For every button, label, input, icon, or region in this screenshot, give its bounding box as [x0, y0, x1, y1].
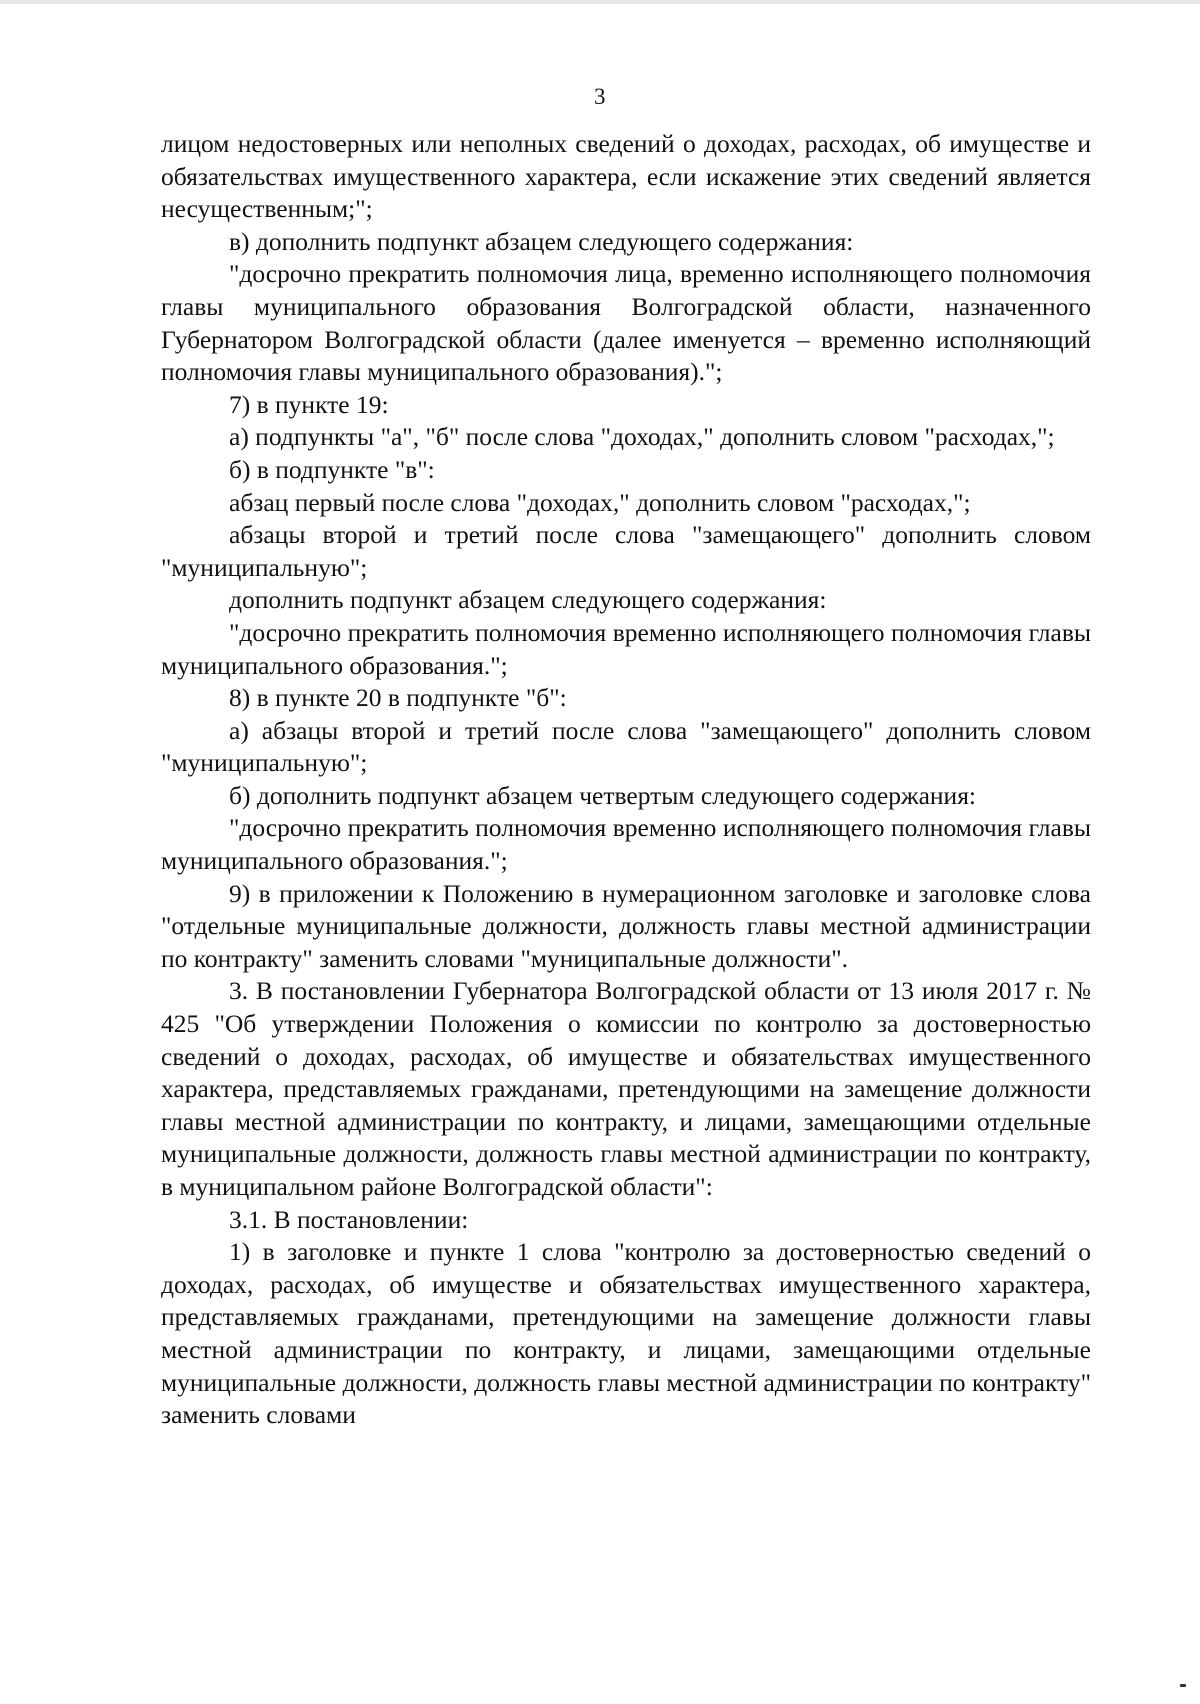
paragraph: 9) в приложении к Положению в нумерационном заголовке и заголовке слова "отдельные муниципальные должности, должность главы местной администрации по контракту" заменить словами "муниципальные должности".	[161, 878, 1091, 973]
scan-mark	[1180, 1684, 1186, 1687]
paragraph: 3. В постановлении Губернатора Волгоградской области от 13 июля 2017 г. № 425 "Об утверждении Положения о комиссии по контролю за достоверностью сведений о доходах, расходах, об имуществе и обязательствах имущественного характера, представляемых гражданами, претендующими на замещение должности главы местной администрации по контракту, и лицами, замещающими отдельные муниципальные должности, должность главы местной администрации по контракту, в муниципальном районе Волгоградской области":	[161, 976, 1091, 1201]
paragraph: абзац первый после слова "доходах," дополнить словом "расходах,";	[229, 487, 971, 517]
paragraph: в) дополнить подпункт абзацем следующего содержания:	[229, 226, 854, 256]
paragraph: б) дополнить подпункт абзацем четвертым следующего содержания:	[229, 780, 977, 810]
paragraph: "досрочно прекратить полномочия временно исполняющего полномочия главы муниципального образования.";	[161, 617, 1091, 680]
paragraph: "досрочно прекратить полномочия лица, временно исполняющего полномочия главы муниципального образования Волгоградской области, назначенного Губернатором Волгоградской области (далее именуется – временно исполняющий полномочия главы муниципального образования).";	[161, 259, 1091, 387]
paragraph: б) в подпункте "в":	[229, 454, 435, 484]
paragraph: 3.1. В постановлении:	[229, 1204, 469, 1234]
paragraph: а) абзацы второй и третий после слова "замещающего" дополнить словом "муниципальную";	[161, 715, 1091, 778]
scan-top-edge	[0, 0, 1200, 4]
paragraph: дополнить подпункт абзацем следующего содержания:	[229, 585, 827, 615]
paragraph: 8) в пункте 20 в подпункте "б":	[229, 683, 567, 713]
paragraph: "досрочно прекратить полномочия временно исполняющего полномочия главы муниципального образования.";	[161, 813, 1091, 876]
paragraph: лицом недостоверных или неполных сведений о доходах, расходах, об имуществе и обязательствах имущественного характера, если искажение этих сведений является несущественным;";	[161, 129, 1091, 224]
paragraph: абзацы второй и третий после слова "замещающего" дополнить словом "муниципальную";	[161, 520, 1091, 582]
paragraph: 1) в заголовке и пункте 1 слова "контролю за достоверностью сведений о доходах, расходах, об имуществе и обязательствах имущественного характера, представляемых гражданами, претендующими на замещение должности главы местной администрации по контракту, и лицами, замещающими отдельные муниципальные должности, должность главы местной администрации по контракту" заменить словами	[161, 1237, 1091, 1430]
document-body	[161, 128, 1091, 1432]
paragraph: а) подпункты "а", "б" после слова "доходах," дополнить словом "расходах,";	[229, 422, 1055, 452]
paragraph: 7) в пункте 19:	[229, 389, 389, 419]
page-number: 3	[594, 84, 606, 109]
